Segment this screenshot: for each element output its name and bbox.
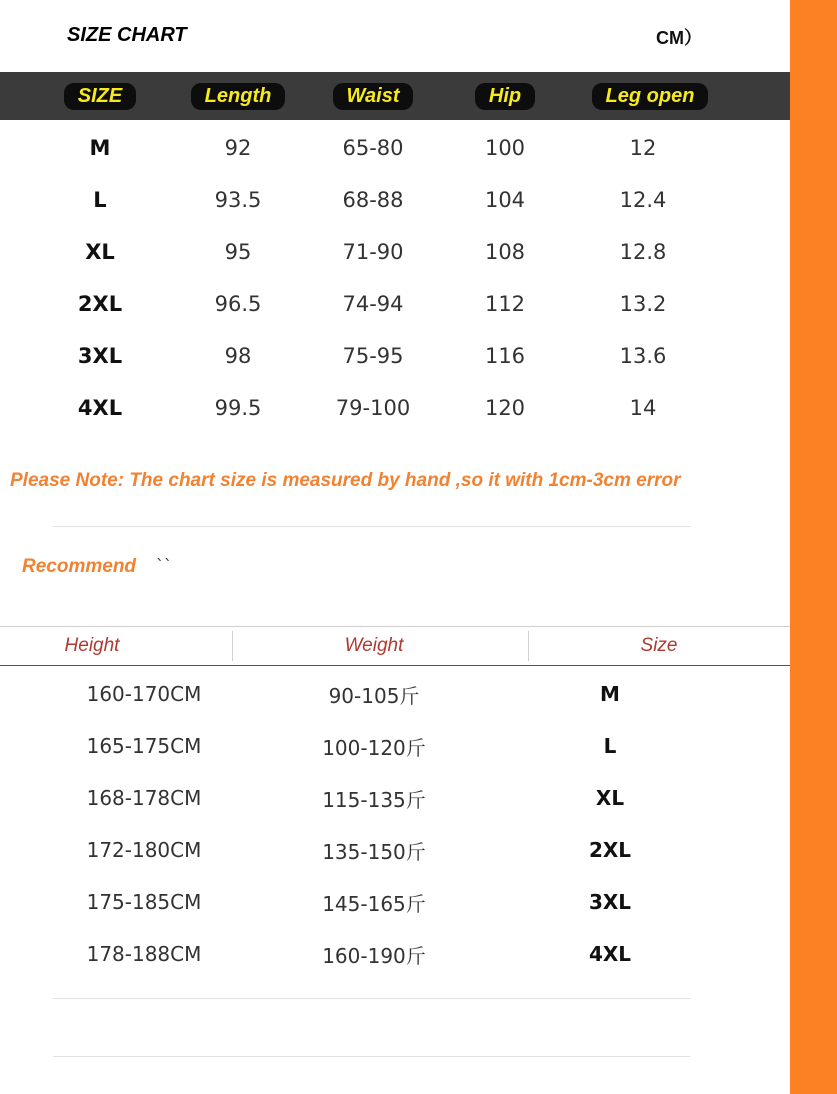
header-separator: [528, 631, 529, 661]
cell-height: 178-188CM: [86, 942, 202, 966]
cell-waist: 68-88: [342, 188, 404, 212]
divider: [53, 1056, 690, 1057]
cell-hip: 108: [484, 240, 526, 264]
cell-size: XL: [85, 240, 115, 264]
cell-leg-open: 12: [629, 136, 657, 160]
cell-waist: 79-100: [335, 396, 411, 420]
measurement-note: Please Note: The chart size is measured by hand ,so it with 1cm-3cm error: [10, 470, 681, 491]
cell-leg-open: 14: [629, 396, 657, 420]
cell-size: 3XL: [77, 344, 123, 368]
orange-side-stripe: [790, 0, 837, 1094]
cell-hip: 100: [484, 136, 526, 160]
cell-hip: 112: [484, 292, 526, 316]
recommend-label: Recommend: [22, 556, 137, 577]
cell-size: XL: [595, 786, 625, 810]
size-row: [0, 122, 790, 174]
cell-length: 98: [224, 344, 252, 368]
cell-length: 93.5: [214, 188, 262, 212]
recommend-table-header: [0, 626, 790, 666]
decorative-dots: ``: [156, 556, 172, 575]
cell-weight: 115-135斤: [322, 787, 426, 812]
header-length: Length: [170, 72, 306, 120]
cell-waist: 75-95: [342, 344, 404, 368]
header-hip: Hip: [450, 72, 560, 120]
cell-leg-open: 12.8: [619, 240, 667, 264]
cell-size: 2XL: [77, 292, 123, 316]
size-row: [0, 330, 790, 382]
header-size: Size: [640, 635, 678, 656]
header-separator: [232, 631, 233, 661]
divider: [53, 526, 690, 527]
cell-weight: 145-165斤: [322, 891, 426, 916]
cell-length: 96.5: [214, 292, 262, 316]
cell-weight: 160-190斤: [322, 943, 426, 968]
cell-leg-open: 13.2: [619, 292, 667, 316]
cell-size: M: [89, 136, 111, 160]
recommend-row: [0, 772, 790, 824]
recommend-row: [0, 876, 790, 928]
header-weight: Weight: [344, 635, 404, 656]
recommend-row: [0, 824, 790, 876]
header-leg-open: Leg open: [580, 72, 720, 120]
header-size: SIZE: [40, 72, 160, 120]
cell-height: 165-175CM: [86, 734, 202, 758]
cell-height: 168-178CM: [86, 786, 202, 810]
cell-length: 99.5: [214, 396, 262, 420]
cell-hip: 104: [484, 188, 526, 212]
cell-waist: 65-80: [342, 136, 404, 160]
cell-hip: 120: [484, 396, 526, 420]
header-height: Height: [64, 635, 120, 656]
cell-size: 4XL: [77, 396, 123, 420]
size-row: [0, 174, 790, 226]
cell-leg-open: 13.6: [619, 344, 667, 368]
size-row: [0, 382, 790, 434]
header-waist: Waist: [300, 72, 446, 120]
cell-size: L: [603, 734, 617, 758]
cell-size: 2XL: [588, 838, 632, 862]
size-row: [0, 226, 790, 278]
cell-size: L: [93, 188, 107, 212]
cell-size: M: [600, 682, 620, 706]
cell-weight: 100-120斤: [322, 735, 426, 760]
chart-title: SIZE CHART: [67, 24, 187, 46]
recommend-row: [0, 928, 790, 980]
size-table-header: [0, 72, 790, 120]
cell-size: 4XL: [588, 942, 632, 966]
recommend-row: [0, 668, 790, 720]
cell-waist: 74-94: [342, 292, 404, 316]
recommend-row: [0, 720, 790, 772]
cell-length: 92: [224, 136, 252, 160]
unit-label: CM）: [656, 28, 702, 48]
cell-leg-open: 12.4: [619, 188, 667, 212]
cell-length: 95: [224, 240, 252, 264]
cell-height: 175-185CM: [86, 890, 202, 914]
cell-weight: 90-105斤: [328, 683, 420, 708]
cell-weight: 135-150斤: [322, 839, 426, 864]
cell-height: 160-170CM: [86, 682, 202, 706]
cell-size: 3XL: [588, 890, 632, 914]
size-row: [0, 278, 790, 330]
cell-height: 172-180CM: [86, 838, 202, 862]
cell-waist: 71-90: [342, 240, 404, 264]
cell-hip: 116: [484, 344, 526, 368]
divider: [53, 998, 690, 999]
